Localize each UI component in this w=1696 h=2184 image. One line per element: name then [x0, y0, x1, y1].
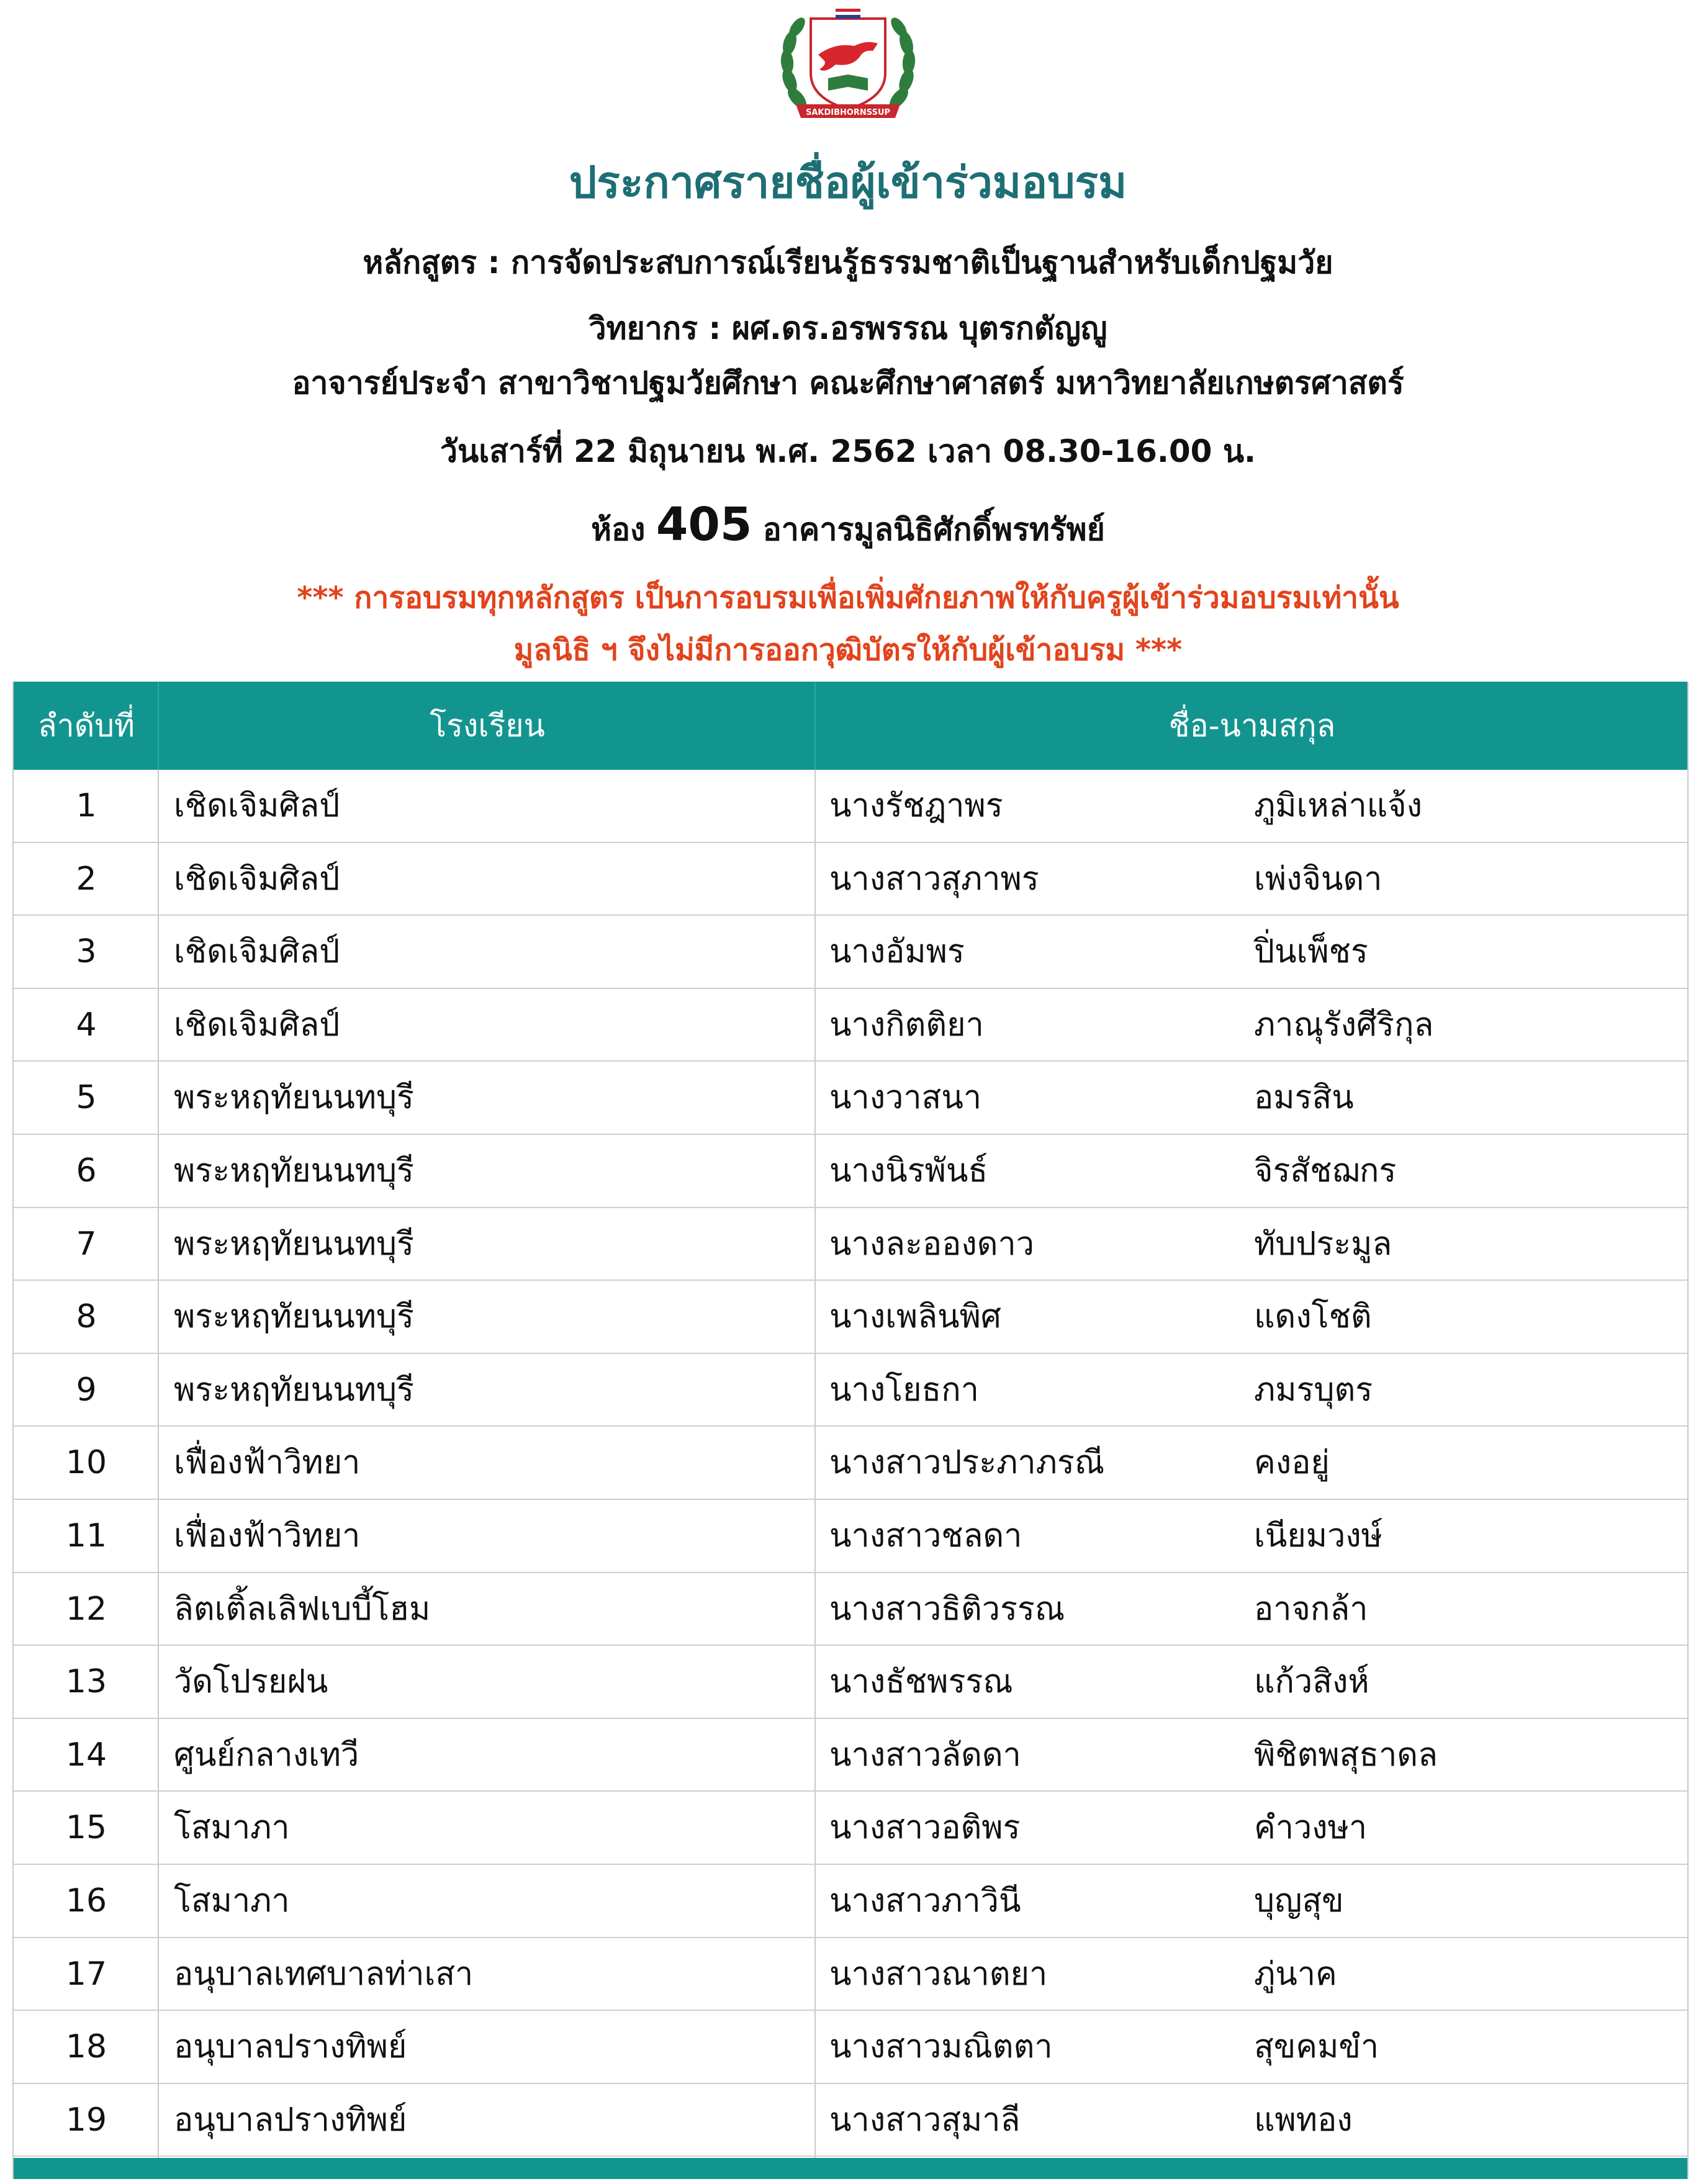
first-name: นางสาวอติพร [829, 1809, 1021, 1847]
first-name: นางธัชพรรณ [829, 1663, 1013, 1701]
notice-line-2: มูลนิธิ ฯ จึงไม่มีการออกวุฒิบัตรให้กับผู้เข้าอบรม *** [513, 633, 1183, 667]
school-name: เชิดเจิมศิลป์ [174, 787, 340, 824]
first-name: นางสาวสุภาพร [829, 860, 1039, 898]
first-name: นางวาสนา [829, 1079, 982, 1117]
school-logo [774, 5, 922, 123]
room-prefix: ห้อง [591, 512, 646, 548]
speaker-line: วิทยากร : ผศ.ดร.อรพรรณ บุตรกตัญญู [589, 310, 1107, 346]
school-name: พระหฤทัยนนทบุรี [174, 1298, 414, 1336]
header-divider [158, 682, 159, 770]
table-row [14, 2011, 1687, 2084]
school-name: พระหฤทัยนนทบุรี [174, 1371, 414, 1409]
room-line [0, 498, 1696, 551]
last-name: แดงโชติ [1254, 1298, 1372, 1336]
table-header [14, 682, 1687, 770]
table-row [14, 1354, 1687, 1427]
last-name: เพ่งจินดา [1254, 860, 1383, 898]
school-name: โสมาภา [174, 1809, 290, 1847]
table-row [14, 1865, 1687, 1938]
first-name: นางสาวณาตยา [829, 1955, 1048, 1993]
first-name: นางสาวธิติวรรณ [829, 1590, 1065, 1628]
last-name: ภมรบุตร [1254, 1371, 1373, 1409]
row-number: 12 [65, 1590, 107, 1628]
last-name: ภาณุรังศีริกุล [1254, 1006, 1434, 1044]
first-name: นางอัมพร [829, 933, 965, 971]
school-name: อนุบาลปรางทิพย์ [174, 2101, 407, 2139]
table-row [14, 1062, 1687, 1135]
last-name: ปิ่นเพ็ชร [1254, 933, 1368, 971]
header-divider [814, 682, 816, 770]
row-number: 17 [65, 1955, 107, 1993]
row-number: 6 [76, 1152, 97, 1189]
table-row [14, 1135, 1687, 1208]
table-row [14, 1281, 1687, 1354]
first-name: นางสาวภาวินี [829, 1882, 1021, 1920]
first-name: นางสาวประภาภรณี [829, 1444, 1105, 1482]
last-name: คงอยู่ [1254, 1444, 1330, 1482]
last-name: ภูมิเหล่าแจ้ง [1254, 787, 1423, 824]
first-name: นางรัชฎาพร [829, 787, 1003, 824]
affiliation-line: อาจารย์ประจำ สาขาวิชาปฐมวัยศึกษา คณะศึกษาศาสตร์ มหาวิทยาลัยเกษตรศาสตร์ [292, 365, 1404, 401]
table-row [14, 916, 1687, 989]
table-row [14, 1792, 1687, 1865]
row-number: 14 [65, 1736, 107, 1774]
date-time-line: วันเสาร์ที่ 22 มิถุนายน พ.ศ. 2562 เวลา 08.30-16.00 น. [440, 433, 1256, 469]
course-line: หลักสูตร : การจัดประสบการณ์เรียนรู้ธรรมชาติเป็นฐานสำหรับเด็กปฐมวัย [363, 245, 1333, 281]
row-number: 7 [76, 1225, 97, 1263]
row-number: 9 [76, 1371, 97, 1409]
first-name: นางสาวลัดดา [829, 1736, 1021, 1774]
row-number: 18 [65, 2028, 107, 2066]
table-row [14, 989, 1687, 1062]
row-number: 13 [65, 1663, 107, 1701]
table-row [14, 770, 1687, 843]
table-row [14, 843, 1687, 916]
school-name: ศูนย์กลางเทวี [174, 1736, 359, 1774]
last-name: บุญสุข [1254, 1882, 1344, 1920]
header-school: โรงเรียน [430, 708, 545, 744]
school-name: อนุบาลเทศบาลท่าเสา [174, 1955, 474, 1993]
row-number: 10 [65, 1444, 107, 1482]
header-name: ชื่อ-นามสกุล [1168, 708, 1336, 744]
school-name: เฟื่องฟ้าวิทยา [174, 1517, 361, 1555]
last-name: เนียมวงษ์ [1254, 1517, 1383, 1555]
last-name: อมรสิน [1254, 1079, 1354, 1117]
table-row [14, 1500, 1687, 1573]
row-number: 3 [76, 933, 97, 971]
school-name: อนุบาลปรางทิพย์ [174, 2028, 407, 2066]
table-row [14, 1719, 1687, 1792]
table-row [14, 1427, 1687, 1500]
school-name: วัดโปรยฝน [174, 1663, 328, 1701]
last-name: ทับประมูล [1254, 1225, 1392, 1263]
school-name: เชิดเจิมศิลป์ [174, 860, 340, 898]
first-name: นางละอองดาว [829, 1225, 1034, 1263]
row-number: 16 [65, 1882, 107, 1920]
row-number: 4 [76, 1006, 97, 1044]
school-name: พระหฤทัยนนทบุรี [174, 1225, 414, 1263]
table-row [14, 1208, 1687, 1281]
last-name: สุขคมขำ [1254, 2028, 1379, 2066]
table-footer-bar [14, 2158, 1687, 2179]
first-name: นางโยธกา [829, 1371, 979, 1409]
last-name: อาจกล้า [1254, 1590, 1368, 1628]
row-number: 15 [65, 1809, 107, 1847]
school-name: เฟื่องฟ้าวิทยา [174, 1444, 361, 1482]
table-row [14, 2084, 1687, 2157]
table-row [14, 1938, 1687, 2011]
first-name: นางสาวมณิตตา [829, 2028, 1053, 2066]
school-name: เชิดเจิมศิลป์ [174, 933, 340, 971]
room-number: 405 [656, 498, 752, 551]
page-title: ประกาศรายชื่อผู้เข้าร่วมอบรม [569, 157, 1127, 208]
school-name: พระหฤทัยนนทบุรี [174, 1079, 414, 1117]
first-name: นางนิรพันธ์ [829, 1152, 988, 1189]
row-number: 19 [65, 2101, 107, 2139]
school-name: ลิตเติ้ลเลิฟเบบี้โฮม [174, 1590, 431, 1628]
logo-text: SAKDIBHORNSSUP [805, 108, 891, 117]
last-name: คำวงษา [1254, 1809, 1368, 1847]
table-row [14, 1573, 1687, 1646]
last-name: แพทอง [1254, 2101, 1353, 2139]
table-row [14, 1646, 1687, 1719]
last-name: ภู่นาค [1254, 1955, 1337, 1993]
school-name: เชิดเจิมศิลป์ [174, 1006, 340, 1044]
last-name: แก้วสิงห์ [1254, 1663, 1369, 1701]
row-number: 8 [76, 1298, 97, 1336]
school-name: พระหฤทัยนนทบุรี [174, 1152, 414, 1189]
table-body [14, 770, 1687, 2157]
room-building: อาคารมูลนิธิศักดิ์พรทรัพย์ [762, 512, 1105, 548]
school-name: โสมาภา [174, 1882, 290, 1920]
first-name: นางกิตติยา [829, 1006, 984, 1044]
participant-table [12, 682, 1689, 2179]
row-number: 5 [76, 1079, 97, 1117]
header-no: ลำดับที่ [38, 708, 135, 744]
first-name: นางเพลินพิศ [829, 1298, 1001, 1336]
first-name: นางสาวชลดา [829, 1517, 1022, 1555]
row-number: 2 [76, 860, 97, 898]
first-name: นางสาวสุมาลี [829, 2101, 1021, 2139]
row-number: 1 [76, 787, 97, 824]
notice-line-1: *** การอบรมทุกหลักสูตร เป็นการอบรมเพื่อเพิ่มศักยภาพให้กับครูผู้เข้าร่วมอบรมเท่านั้น [297, 580, 1399, 615]
row-number: 11 [65, 1517, 107, 1555]
last-name: พิชิตพสุธาดล [1254, 1736, 1438, 1774]
last-name: จิรสัชฌกร [1254, 1152, 1397, 1189]
